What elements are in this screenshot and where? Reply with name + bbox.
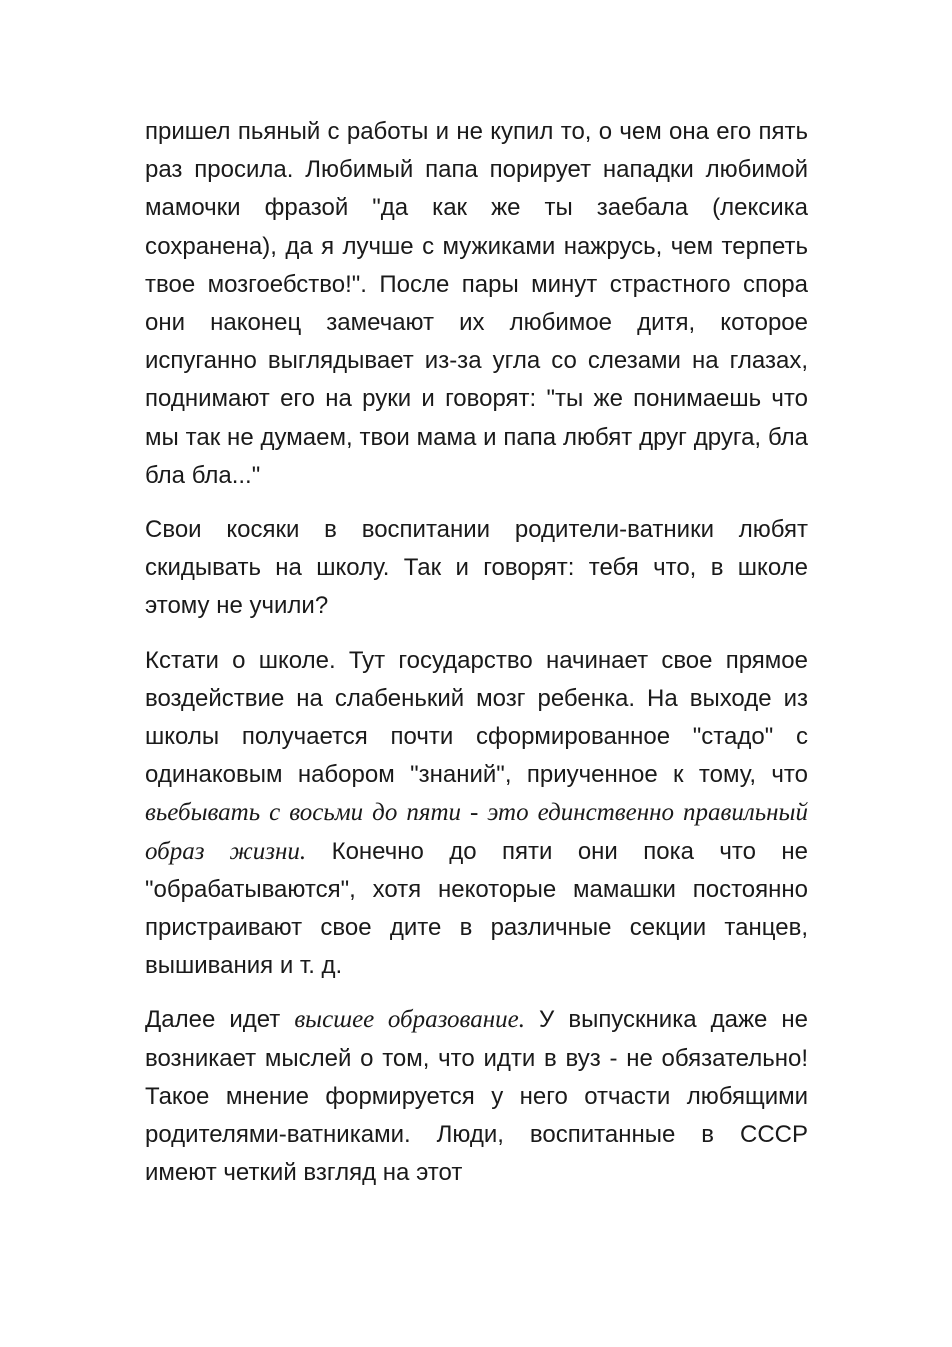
paragraph-2: Свои косяки в воспитании родители-ватники любят скидывать на школу. Так и говорят: тебя что, в школе этому не учили? bbox=[145, 516, 808, 620]
paragraph-3 bbox=[145, 642, 808, 986]
paragraph-3-italic-phrase: вьебывать с восьми до пяти - это единственно правильный образ жизни. bbox=[145, 799, 808, 865]
paragraph-3-text-end: Конечно до пяти они пока что не "обрабатываются", хотя некоторые мамашки постоянно пристраивают свое дите в различные секции танцев, вышивания и т. д. bbox=[145, 837, 808, 980]
text-body bbox=[145, 113, 808, 1208]
paragraph-3-text-start: Кстати о школе. Тут государство начинает свое прямое воздействие на слабенький мозг ребенка. На выходе из школы получается почти сформированное "стадо" с одинаковым набором "знаний", приученное к тому, что bbox=[145, 646, 808, 789]
paragraph-4-text-end: У выпускника даже не возникает мыслей о том, что идти в вуз - не обязательно! Такое мнение формируется у него отчасти любящими родителями-ватниками. Люди, воспитанные в СССР имеют четкий взгляд на этот bbox=[145, 1006, 808, 1187]
paragraph-1: пришел пьяный с работы и не купил то, о чем она его пять раз просила. Любимый папа порирует нападки любимой мамочки фразой "да как же ты заебала (лексика сохранена), да я лучше с мужиками нажрусь, чем терпеть твое мозгоебство!". После пары минут страстного спора они наконец замечают их любимое дитя, которое испуганно выглядывает из-за угла со слезами на глазах, поднимают его на руки и говорят: "ты же понимаешь что мы так не думаем, твои мама и папа любят друг друга, бла бла бла..." bbox=[145, 118, 808, 489]
paragraph-4-text-start: Далее идет bbox=[145, 1006, 295, 1034]
paragraph-4-italic-phrase: высшее образование. bbox=[294, 1006, 525, 1034]
paragraph-4 bbox=[145, 1001, 808, 1192]
